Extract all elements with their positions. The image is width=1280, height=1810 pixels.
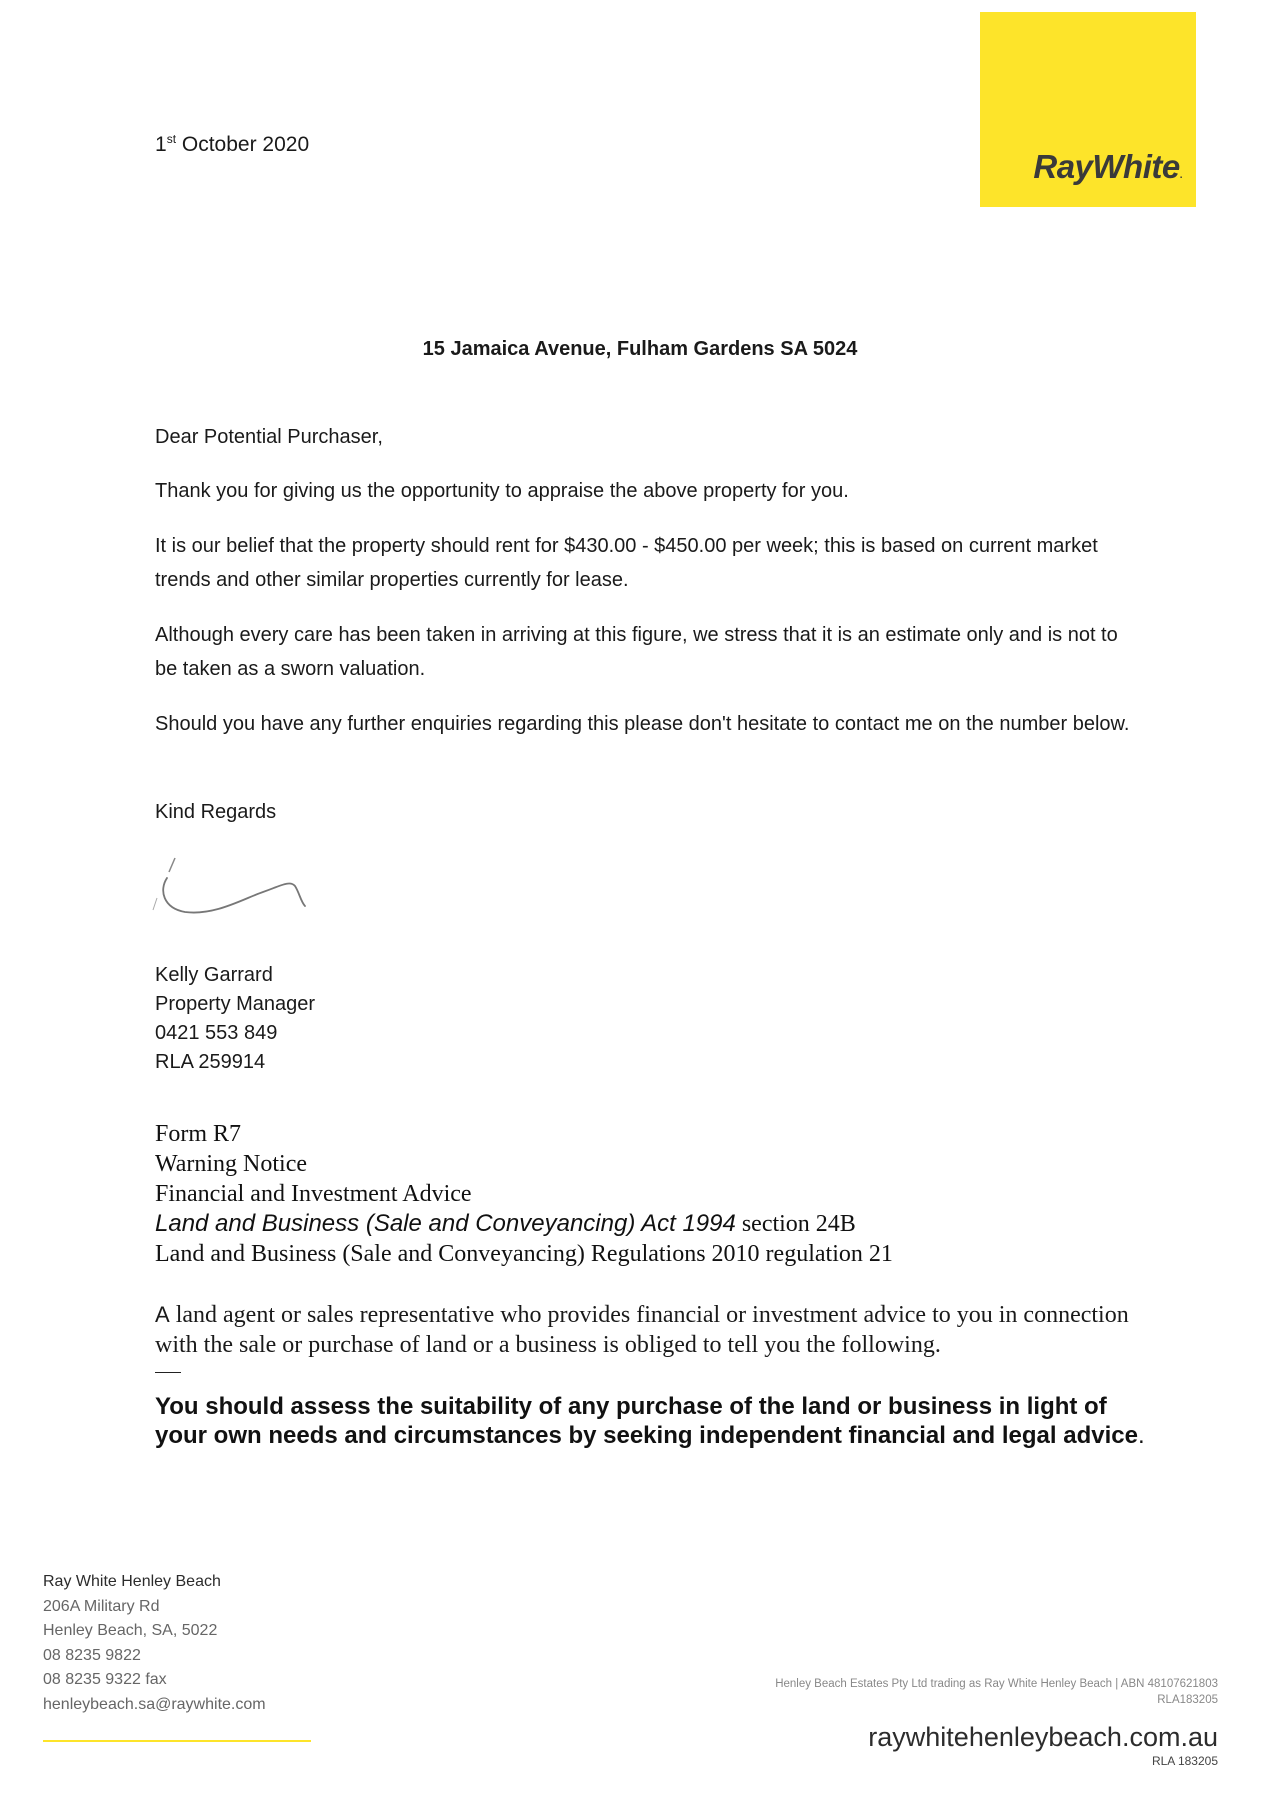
form-subject: Financial and Investment Advice	[155, 1181, 472, 1207]
office-address-2: Henley Beach, SA, 5022	[43, 1622, 218, 1639]
paragraph-1: Thank you for giving us the opportunity to appraise the above property for you.	[155, 480, 849, 502]
form-number: Form R7	[155, 1121, 242, 1147]
advice-statement: You should assess the suitability of any purchase of the land or business in light of your own needs and circumstances by seeking independent financial and legal advice.	[155, 1393, 1145, 1449]
legal-rla: RLA183205	[1157, 1694, 1218, 1706]
legal-entity: Henley Beach Estates Pty Ltd trading as Ray White Henley Beach | ABN 48107621803	[775, 1678, 1218, 1690]
warning-paragraph: A land agent or sales representative who provides financial or investment advice to you in connection with the sale or purchase of land or a business is obliged to tell you the following.	[155, 1302, 1129, 1358]
form-act-line: Land and Business (Sale and Conveyancing) Act 1994 section 24B	[155, 1210, 856, 1237]
footer-office-details	[43, 1570, 266, 1717]
separator-dash	[155, 1372, 181, 1373]
signer-block	[155, 961, 315, 1077]
form-warning-notice: Warning Notice	[155, 1151, 308, 1177]
office-address-1: 206A Military Rd	[43, 1597, 160, 1615]
paragraph-4: Should you have any further enquiries regarding this please don't hesitate to contact me on the number below.	[155, 713, 1130, 735]
signer-title: Property Manager	[155, 993, 316, 1015]
property-address-heading: 15 Jamaica Avenue, Fulham Gardens SA 5024	[422, 338, 858, 360]
signer-phone: 0421 553 849	[155, 1022, 278, 1044]
closing: Kind Regards	[155, 801, 277, 823]
footer-rla: RLA 183205	[1151, 1754, 1218, 1768]
office-fax: 08 8235 9322 fax	[43, 1671, 167, 1688]
footer-legal	[775, 1676, 1218, 1708]
greeting: Dear Potential Purchaser,	[155, 426, 383, 448]
logo-text: RayWhite.	[1033, 148, 1182, 185]
footer-yellow-line	[43, 1740, 311, 1742]
paragraph-3: Although every care has been taken in arriving at this figure, we stress that it is an estimate only and is not to be taken as a sworn valuation.	[155, 624, 1118, 680]
paragraph-2: It is our belief that the property should rent for $430.00 - $450.00 per week; this is based on current market trends and other similar properties currently for lease.	[155, 535, 1098, 591]
office-phone: 08 8235 9822	[43, 1646, 141, 1664]
signer-rla: RLA 259914	[155, 1051, 266, 1073]
form-regulations: Land and Business (Sale and Conveyancing) Regulations 2010 regulation 21	[155, 1241, 893, 1267]
footer-website: raywhitehenleybeach.com.au	[868, 1722, 1218, 1752]
letter-date: 1st October 2020	[155, 132, 310, 156]
form-r7-block	[155, 1119, 893, 1269]
office-email: henleybeach.sa@raywhite.com	[43, 1695, 266, 1713]
signer-name: Kelly Garrard	[155, 964, 273, 986]
handwritten-signature	[145, 850, 355, 930]
ray-white-logo	[980, 12, 1196, 207]
office-name: Ray White Henley Beach	[43, 1573, 221, 1590]
